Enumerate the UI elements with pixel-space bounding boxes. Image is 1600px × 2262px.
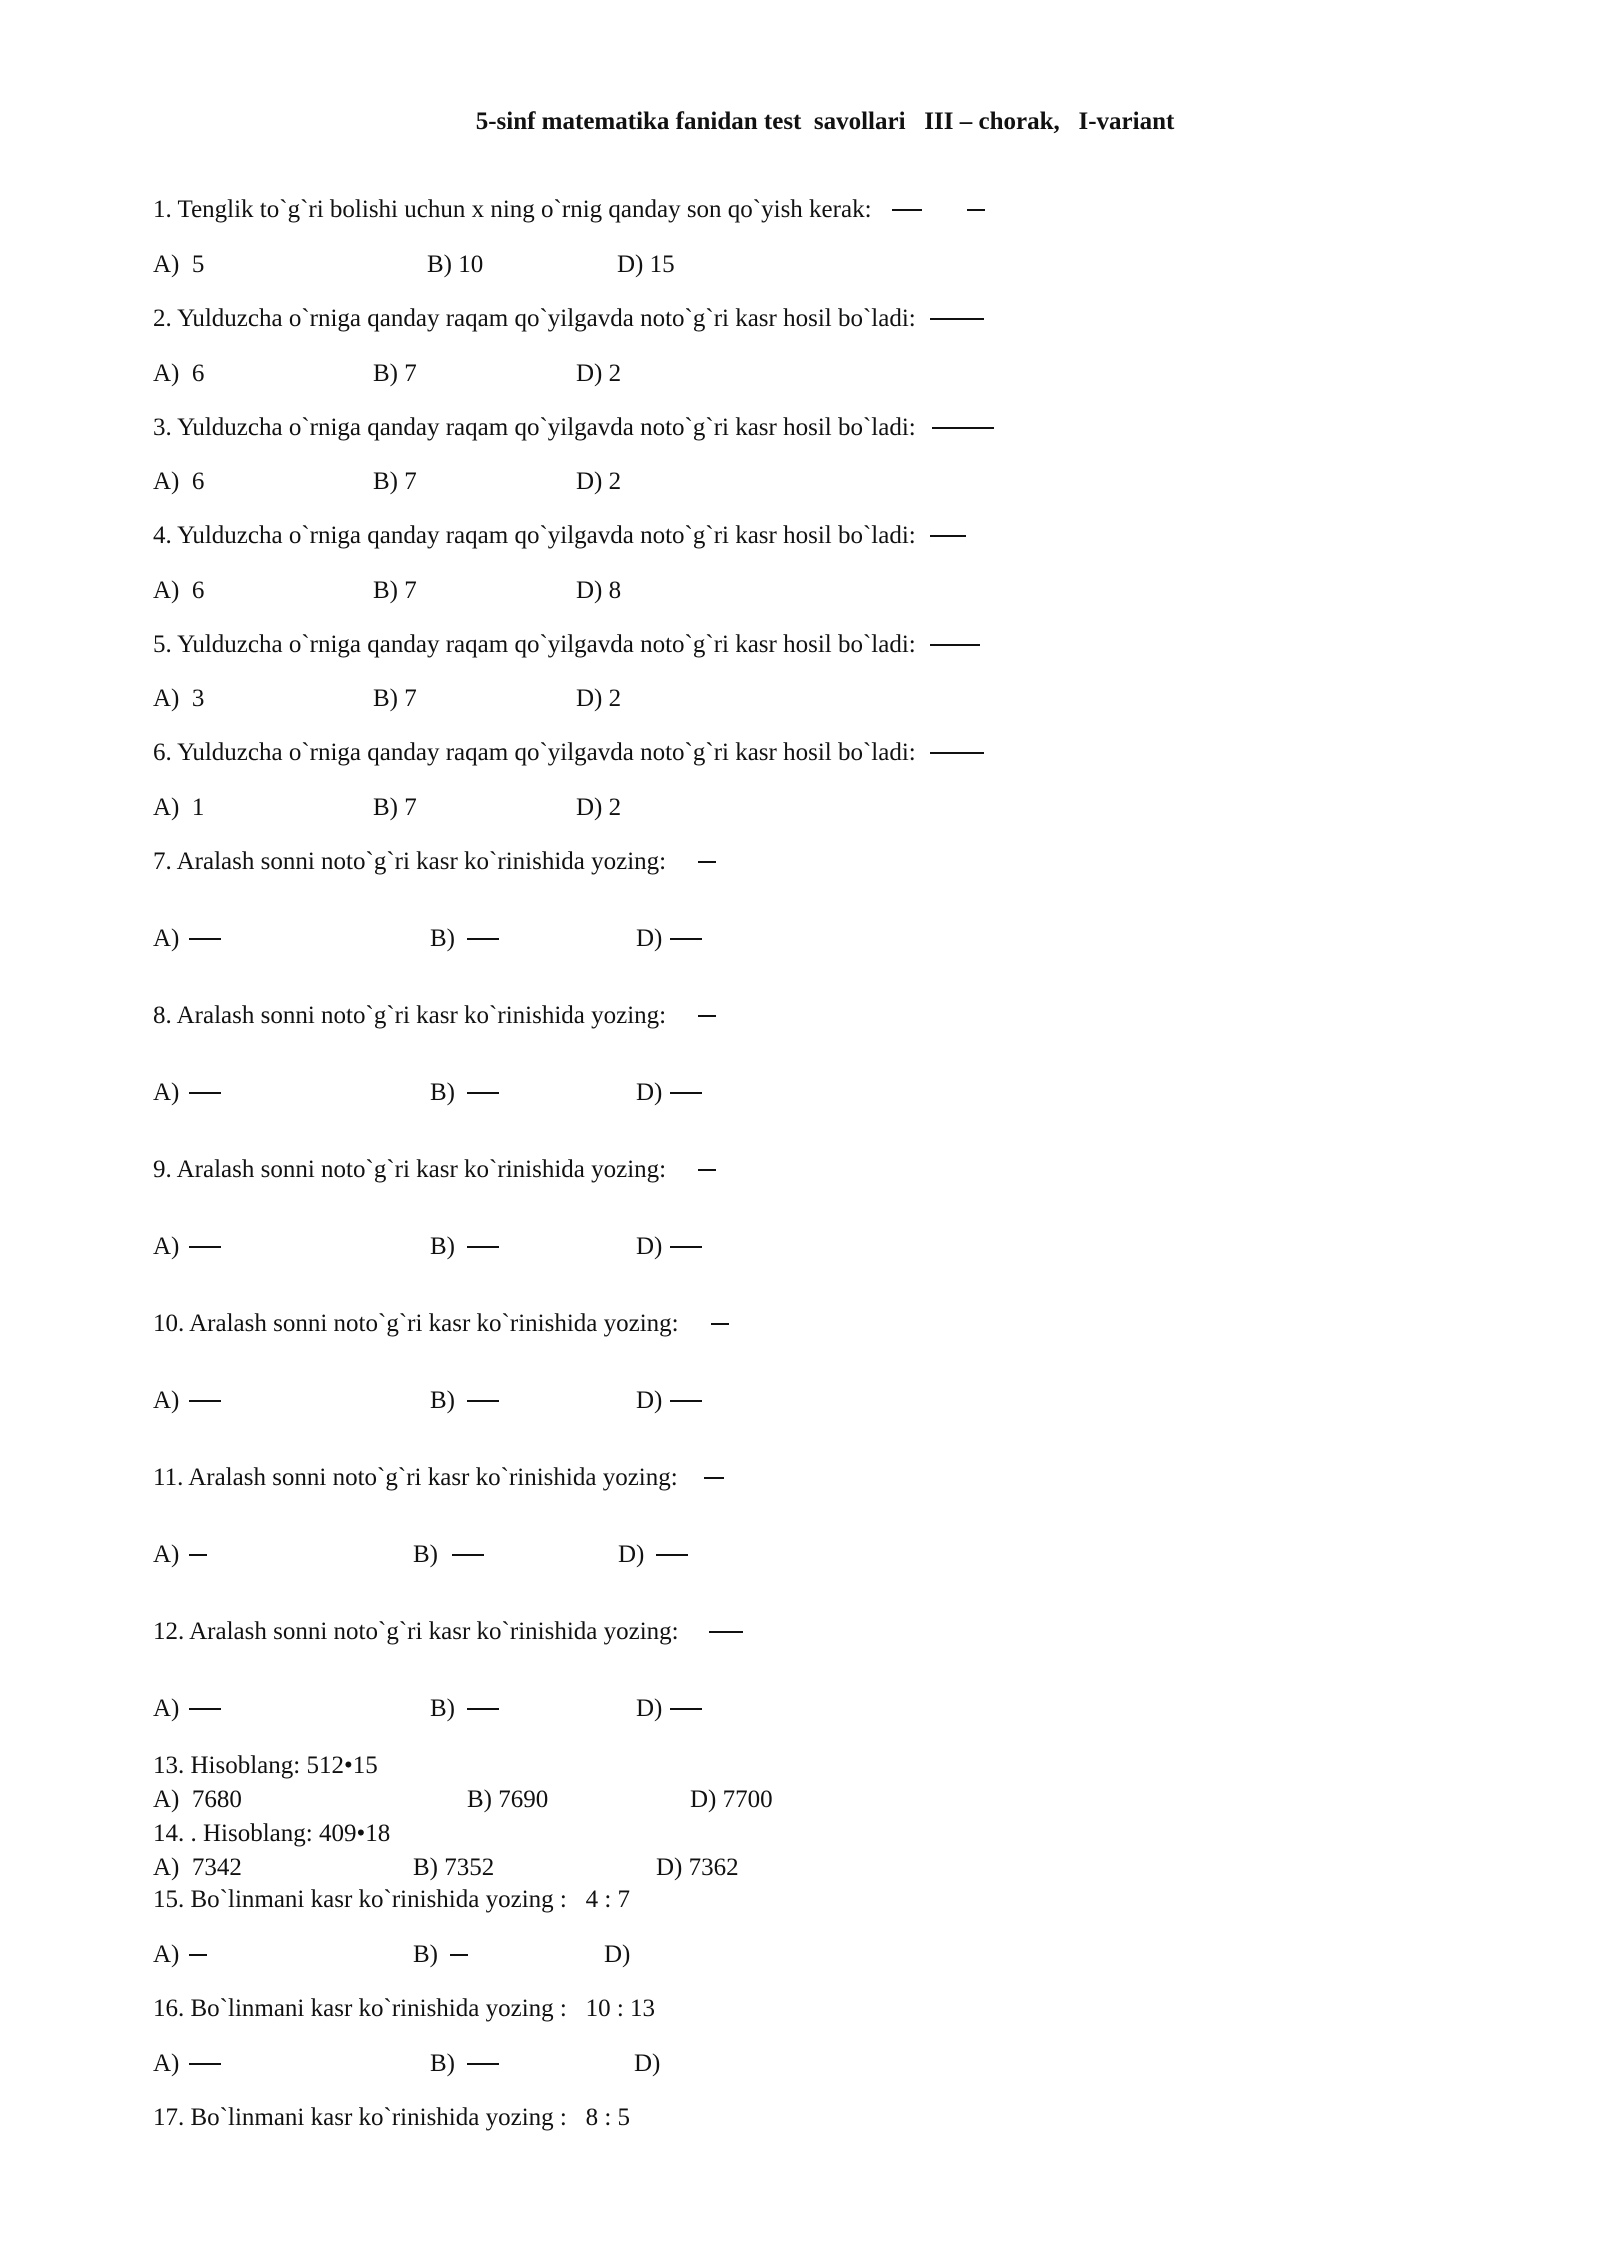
option-label: B): [430, 925, 455, 952]
option-a[interactable]: A) 7680: [153, 1786, 242, 1813]
option-label: B): [430, 1079, 455, 1106]
fraction-bar: [189, 1554, 207, 1556]
option-label: B): [430, 1695, 455, 1722]
fraction-bar: [670, 1400, 702, 1402]
option-label: B): [430, 1233, 455, 1260]
option-b[interactable]: [430, 926, 499, 951]
option-b[interactable]: [430, 1696, 499, 1721]
question-14: 14. . Hisoblang: 409•18: [153, 1820, 391, 1847]
option-a[interactable]: [153, 1696, 221, 1721]
option-a[interactable]: [153, 1080, 221, 1105]
fraction-bar: [698, 1169, 716, 1171]
question-text: 8. Aralash sonni noto`g`ri kasr ko`rinishida yozing:: [153, 1002, 667, 1029]
option-b[interactable]: [430, 2051, 499, 2076]
option-b[interactable]: B) 7690: [467, 1786, 549, 1813]
question-7: [153, 849, 716, 874]
question-12: [153, 1619, 743, 1644]
option-b[interactable]: B) 7: [373, 468, 417, 495]
fraction-bar: [709, 1631, 743, 1633]
question-text: 7. Aralash sonni noto`g`ri kasr ko`rinishida yozing:: [153, 848, 667, 875]
fraction-bar: [467, 1400, 499, 1402]
option-a[interactable]: [153, 1942, 207, 1967]
question-text: 12. Aralash sonni noto`g`ri kasr ko`rinishida yozing:: [153, 1618, 679, 1645]
option-label: B): [413, 1541, 438, 1568]
fraction-bar: [189, 1400, 221, 1402]
fraction-bar: [930, 752, 984, 754]
option-d[interactable]: [618, 1542, 688, 1567]
question-15: 15. Bo`linmani kasr ko`rinishida yozing : 4 : 7: [153, 1886, 631, 1913]
option-d[interactable]: D) 7362: [656, 1854, 739, 1881]
fraction-bar: [467, 1092, 499, 1094]
option-b[interactable]: [413, 1942, 468, 1967]
option-b[interactable]: B) 7: [373, 577, 417, 604]
fraction-bar: [704, 1477, 724, 1479]
fraction-bar: [930, 535, 966, 537]
option-d[interactable]: [636, 1696, 702, 1721]
option-label: D): [618, 1541, 645, 1568]
fraction-bar: [467, 1708, 499, 1710]
fraction-bar: [670, 1092, 702, 1094]
question-2: [153, 306, 984, 331]
option-label: D): [636, 925, 663, 952]
option-b[interactable]: [413, 1542, 484, 1567]
fraction-bar: [189, 938, 221, 940]
option-label: B): [430, 2050, 455, 2077]
option-a[interactable]: A) 6: [153, 360, 205, 387]
fraction-bar: [698, 861, 716, 863]
question-10: [153, 1311, 729, 1336]
option-d[interactable]: D) 2: [576, 685, 622, 712]
option-d[interactable]: D) 2: [576, 468, 622, 495]
option-b[interactable]: B) 10: [427, 251, 484, 278]
question-3: [153, 415, 994, 440]
option-d[interactable]: [636, 1234, 702, 1259]
option-d[interactable]: [636, 1080, 702, 1105]
option-b[interactable]: B) 7: [373, 360, 417, 387]
question-4: [153, 523, 966, 548]
question-9: [153, 1157, 716, 1182]
option-d[interactable]: D): [604, 1941, 631, 1968]
fraction-bar: [467, 938, 499, 940]
question-13: 13. Hisoblang: 512•15: [153, 1752, 378, 1779]
option-label: D): [636, 1233, 663, 1260]
option-b[interactable]: [430, 1388, 499, 1413]
fraction-bar: [467, 1246, 499, 1248]
question-text: 2. Yulduzcha o`rniga qanday raqam qo`yilgavda noto`g`ri kasr hosil bo`ladi:: [153, 305, 916, 332]
fraction-bar: [932, 427, 994, 429]
question-16: 16. Bo`linmani kasr ko`rinishida yozing : 10 : 13: [153, 1995, 656, 2022]
fraction-bar: [670, 938, 702, 940]
option-a[interactable]: A) 5: [153, 251, 205, 278]
question-5: [153, 632, 980, 657]
option-label: A): [153, 1541, 180, 1568]
option-label: B): [430, 1387, 455, 1414]
option-d[interactable]: D) 8: [576, 577, 622, 604]
option-a[interactable]: [153, 926, 221, 951]
fraction-bar: [670, 1708, 702, 1710]
option-d[interactable]: D) 2: [576, 360, 622, 387]
question-text: 6. Yulduzcha o`rniga qanday raqam qo`yilgavda noto`g`ri kasr hosil bo`ladi:: [153, 739, 916, 766]
option-d[interactable]: D) 15: [617, 251, 675, 278]
question-1: [153, 197, 985, 222]
fraction-bar: [452, 1554, 484, 1556]
fraction-bar: [711, 1323, 729, 1325]
fraction-bar: [967, 209, 985, 211]
option-a[interactable]: [153, 1388, 221, 1413]
question-text: 4. Yulduzcha o`rniga qanday raqam qo`yilgavda noto`g`ri kasr hosil bo`ladi:: [153, 522, 916, 549]
question-text: 9. Aralash sonni noto`g`ri kasr ko`rinishida yozing:: [153, 1156, 667, 1183]
fraction-bar: [930, 644, 980, 646]
option-label: D): [636, 1079, 663, 1106]
option-b[interactable]: [430, 1234, 499, 1259]
option-label: B): [413, 1941, 438, 1968]
fraction-bar: [189, 1092, 221, 1094]
question-11: [153, 1465, 724, 1490]
fraction-bar: [930, 318, 984, 320]
option-a[interactable]: [153, 1234, 221, 1259]
option-label: A): [153, 1079, 180, 1106]
option-a[interactable]: [153, 2051, 221, 2076]
option-label: A): [153, 2050, 180, 2077]
option-a[interactable]: A) 6: [153, 577, 205, 604]
option-a[interactable]: A) 7342: [153, 1854, 242, 1881]
fraction-bar: [467, 2063, 499, 2065]
option-b[interactable]: B) 7: [373, 685, 417, 712]
fraction-bar: [892, 209, 922, 211]
option-b[interactable]: B) 7352: [413, 1854, 495, 1881]
fraction-bar: [189, 1246, 221, 1248]
option-a[interactable]: A) 1: [153, 794, 205, 821]
fraction-bar: [698, 1015, 716, 1017]
option-b[interactable]: B) 7: [373, 794, 417, 821]
option-label: A): [153, 1695, 180, 1722]
question-8: [153, 1003, 716, 1028]
option-label: A): [153, 1387, 180, 1414]
question-text: 5. Yulduzcha o`rniga qanday raqam qo`yilgavda noto`g`ri kasr hosil bo`ladi:: [153, 631, 916, 658]
option-b[interactable]: [430, 1080, 499, 1105]
question-text: 3. Yulduzcha o`rniga qanday raqam qo`yilgavda noto`g`ri kasr hosil bo`ladi:: [153, 414, 916, 441]
option-a[interactable]: [153, 1542, 207, 1567]
option-d[interactable]: [636, 926, 702, 951]
fraction-bar: [189, 2063, 221, 2065]
fraction-bar: [656, 1554, 688, 1556]
question-text: 1. Tenglik to`g`ri bolishi uchun x ning o`rnig qanday son qo`yish kerak:: [153, 196, 872, 223]
question-17: 17. Bo`linmani kasr ko`rinishida yozing : 8 : 5: [153, 2104, 631, 2131]
document-title: 5-sinf matematika fanidan test savollari III – chorak, I-variant: [475, 108, 1175, 135]
question-text: 11. Aralash sonni noto`g`ri kasr ko`rinishida yozing:: [153, 1464, 678, 1491]
option-label: A): [153, 925, 180, 952]
question-6: [153, 740, 984, 765]
fraction-bar: [189, 1708, 221, 1710]
fraction-bar: [670, 1246, 702, 1248]
option-a[interactable]: A) 6: [153, 468, 205, 495]
fraction-bar: [189, 1954, 207, 1956]
option-label: D): [636, 1695, 663, 1722]
option-label: A): [153, 1941, 180, 1968]
question-text: 10. Aralash sonni noto`g`ri kasr ko`rinishida yozing:: [153, 1310, 679, 1337]
option-label: A): [153, 1233, 180, 1260]
option-d[interactable]: D): [634, 2050, 661, 2077]
option-label: D): [636, 1387, 663, 1414]
option-a[interactable]: A) 3: [153, 685, 205, 712]
option-d[interactable]: D) 7700: [690, 1786, 773, 1813]
option-d[interactable]: D) 2: [576, 794, 622, 821]
fraction-bar: [450, 1954, 468, 1956]
option-d[interactable]: [636, 1388, 702, 1413]
